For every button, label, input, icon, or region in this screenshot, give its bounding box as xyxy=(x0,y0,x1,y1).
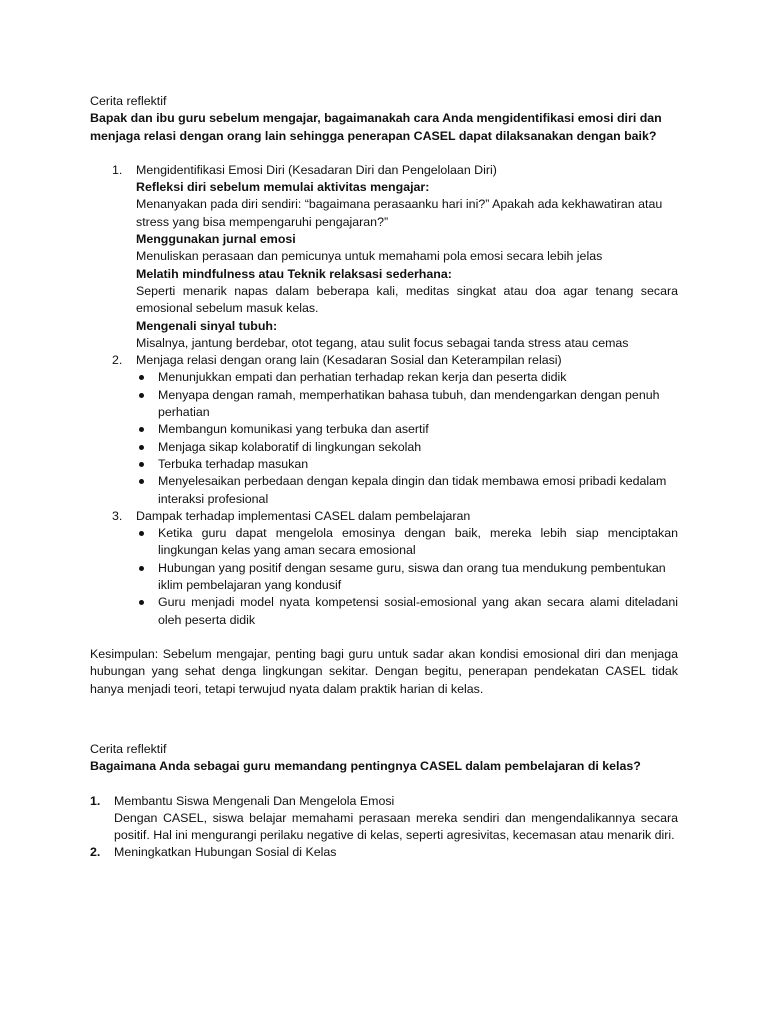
bullet-item: Menunjukkan empati dan perhatian terhadap rekan kerja dan peserta didik xyxy=(136,369,678,386)
list-item-text: Dengan CASEL, siswa belajar memahami perasaan mereka sendiri dan mengendalikannya secara positif. Hal ini mengurangi perilaku negative di kelas, seperti agresivitas, kecemasan atau menarik diri. xyxy=(114,810,678,843)
section-2 xyxy=(90,741,678,862)
sub-text: Misalnya, jantung berdebar, otot tegang, atau sulit focus sebagai tanda stress atau cemas xyxy=(136,335,629,350)
section-1 xyxy=(90,93,678,698)
sub-text: Menuliskan perasaan dan pemicunya untuk memahami pola emosi secara lebih jelas xyxy=(136,249,603,264)
bullet-item: Terbuka terhadap masukan xyxy=(136,456,678,473)
sub-text: Seperti menarik napas dalam beberapa kali, meditas singkat atau doa agar tenang secara emosional sebelum masuk kelas. xyxy=(136,283,678,316)
sub-heading: Menggunakan jurnal emosi xyxy=(136,232,296,247)
bullet-item: Guru menjadi model nyata kompetensi sosial-emosional yang akan secara alami diteladani oleh peserta didik xyxy=(136,594,678,629)
sub-heading: Melatih mindfulness atau Teknik relaksasi sederhana: xyxy=(136,266,452,281)
section-2-heading: Cerita reflektif xyxy=(90,742,167,756)
bullet-item: Menyelesaikan perbedaan dengan kepala dingin dan tidak membawa emosi pribadi kedalam interaksi profesional xyxy=(136,473,678,508)
bullet-item: Menyapa dengan ramah, memperhatikan bahasa tubuh, dan mendengarkan dengan penuh perhatian xyxy=(136,387,678,422)
section-2-question: Bagaimana Anda sebagai guru memandang pentingnya CASEL dalam pembelajaran di kelas? xyxy=(90,759,641,774)
list-number: 1. xyxy=(90,793,101,808)
section-1-heading: Cerita reflektif xyxy=(90,94,167,108)
list-item-2 xyxy=(90,844,678,861)
list-number: 2. xyxy=(90,845,101,860)
list-number: 1. xyxy=(112,162,123,177)
list-item-title: Menjaga relasi dengan orang lain (Kesadaran Sosial dan Keterampilan relasi) xyxy=(136,353,562,368)
list-item-title: Dampak terhadap implementasi CASEL dalam pembelajaran xyxy=(136,508,471,523)
conclusion-paragraph: Kesimpulan: Sebelum mengajar, penting bagi guru untuk sadar akan kondisi emosional diri dan menjaga hubungan yang sehat denga lingkungan sekitar. Dengan begitu, penerapan pendekatan CASEL tidak hanya menjadi teori, tetapi terwujud nyata dalam praktik harian di kelas. xyxy=(90,646,678,696)
list-item-title: Meningkatkan Hubungan Sosial di Kelas xyxy=(114,845,337,860)
bullet-item: Menjaga sikap kolaboratif di lingkungan sekolah xyxy=(136,439,678,456)
list-item-title: Membantu Siswa Mengenali Dan Mengelola Emosi xyxy=(114,793,395,808)
section-1-question: Bapak dan ibu guru sebelum mengajar, bagaimanakah cara Anda mengidentifikasi emosi diri dan menjaga relasi dengan orang lain sehingga penerapan CASEL dapat dilaksanakan dengan baik? xyxy=(90,111,662,143)
list-number: 3. xyxy=(112,508,123,523)
bullet-item: Ketika guru dapat mengelola emosinya dengan baik, mereka lebih siap menciptakan lingkungan kelas yang aman secara emosional xyxy=(136,525,678,560)
list-item-1 xyxy=(90,162,678,352)
list-number: 2. xyxy=(112,353,123,368)
list-item-1 xyxy=(90,793,678,845)
sub-heading: Mengenali sinyal tubuh: xyxy=(136,318,278,333)
sub-text: Menanyakan pada diri sendiri: “bagaimana perasaanku hari ini?” Apakah ada kekhawatiran atau stress yang bisa mempengaruhi pengajaran?” xyxy=(136,197,663,229)
bullet-list xyxy=(136,369,678,507)
sub-heading: Refleksi diri sebelum memulai aktivitas mengajar: xyxy=(136,180,430,195)
list-item-2 xyxy=(90,352,678,508)
bullet-item: Hubungan yang positif dengan sesame guru, siswa dan orang tua mendukung pembentukan iklim pembelajaran yang kondusif xyxy=(136,560,678,595)
list-item-3 xyxy=(90,508,678,629)
bullet-list xyxy=(136,525,678,629)
list-item-title: Mengidentifikasi Emosi Diri (Kesadaran Diri dan Pengelolaan Diri) xyxy=(136,162,497,177)
bullet-item: Membangun komunikasi yang terbuka dan asertif xyxy=(136,421,678,438)
